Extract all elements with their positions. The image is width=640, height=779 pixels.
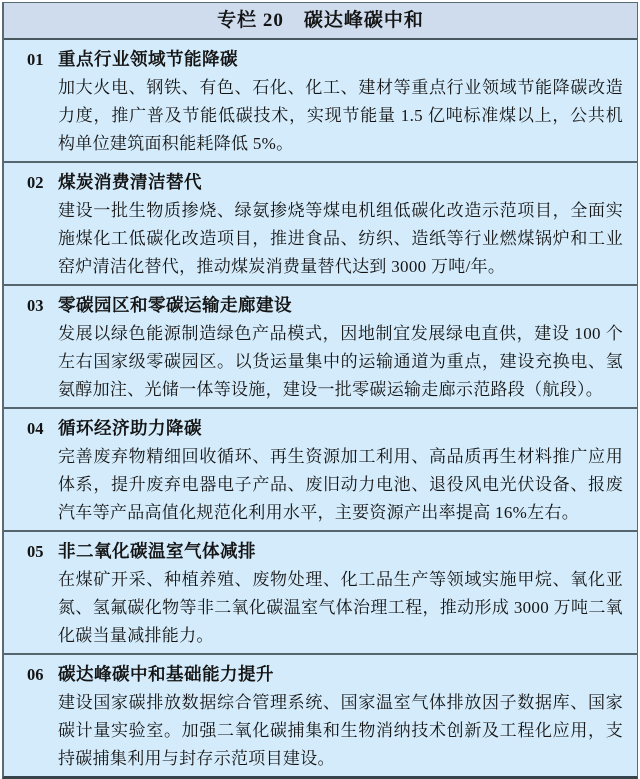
section <box>4 407 637 530</box>
section <box>4 653 637 776</box>
section-heading: 非二氧化碳温室气体减排 <box>58 541 256 561</box>
box-title: 专栏 20 碳达峰碳中和 <box>217 10 424 31</box>
section-heading: 煤炭消费清洁替代 <box>58 172 202 192</box>
section-head <box>27 537 623 566</box>
section-heading: 零碳园区和零碳运输走廊建设 <box>58 295 292 315</box>
section-body: 建设国家碳排放数据综合管理系统、国家温室气体排放因子数据库、国家碳计量实验室。加强二氧化碳捕集和生物消纳技术创新及工程化应用，支持碳捕集利用与封存示范项目建设。 <box>58 693 623 768</box>
section <box>4 161 637 284</box>
section-heading: 碳达峰碳中和基础能力提升 <box>58 664 274 684</box>
section <box>4 530 637 653</box>
box-title-bar <box>4 3 637 40</box>
section-number: 06 <box>27 665 44 684</box>
document-page <box>0 2 640 768</box>
callout-box <box>2 2 638 779</box>
section-body: 加大火电、钢铁、有色、石化、化工、建材等重点行业领域节能降碳改造力度，推广普及节能低碳技术，实现节能量 1.5 亿吨标准煤以上，公共机构单位建筑面积能耗降低 5%。 <box>58 78 623 153</box>
section-head <box>27 45 623 74</box>
section <box>4 284 637 407</box>
sections-list <box>4 40 637 776</box>
section <box>4 40 637 161</box>
section-number: 02 <box>27 173 44 192</box>
section-head <box>27 168 623 197</box>
section-head <box>27 291 623 320</box>
section-body: 建设一批生物质掺烧、绿氨掺烧等煤电机组低碳化改造示范项目，全面实施煤化工低碳化改造项目，推进食品、纺织、造纸等行业燃煤锅炉和工业窑炉清洁化替代，推动煤炭消费量替代达到 3000 万吨/年。 <box>58 201 623 276</box>
section-heading: 重点行业领域节能降碳 <box>58 49 238 69</box>
section-heading: 循环经济助力降碳 <box>58 418 202 438</box>
section-head <box>27 660 623 689</box>
section-body: 在煤矿开采、种植养殖、废物处理、化工品生产等领域实施甲烷、氧化亚氮、氢氟碳化物等非二氧化碳温室气体治理工程，推动形成 3000 万吨二氧化碳当量减排能力。 <box>58 570 623 645</box>
section-number: 05 <box>27 542 44 561</box>
section-number: 01 <box>27 50 44 69</box>
section-head <box>27 414 623 443</box>
section-number: 04 <box>27 419 44 438</box>
section-body: 完善废弃物精细回收循环、再生资源加工利用、高品质再生材料推广应用体系，提升废弃电器电子产品、废旧动力电池、退役风电光伏设备、报废汽车等产品高值化规范化利用水平，主要资源产出率提高 16%左右。 <box>58 447 623 522</box>
section-body: 发展以绿色能源制造绿色产品模式，因地制宜发展绿电直供，建设 100 个左右国家级零碳园区。以货运量集中的运输通道为重点，建设充换电、氢氨醇加注、光储一体等设施，建设一批零碳运输走廊示范路段（航段）。 <box>58 324 623 399</box>
section-number: 03 <box>27 296 44 315</box>
